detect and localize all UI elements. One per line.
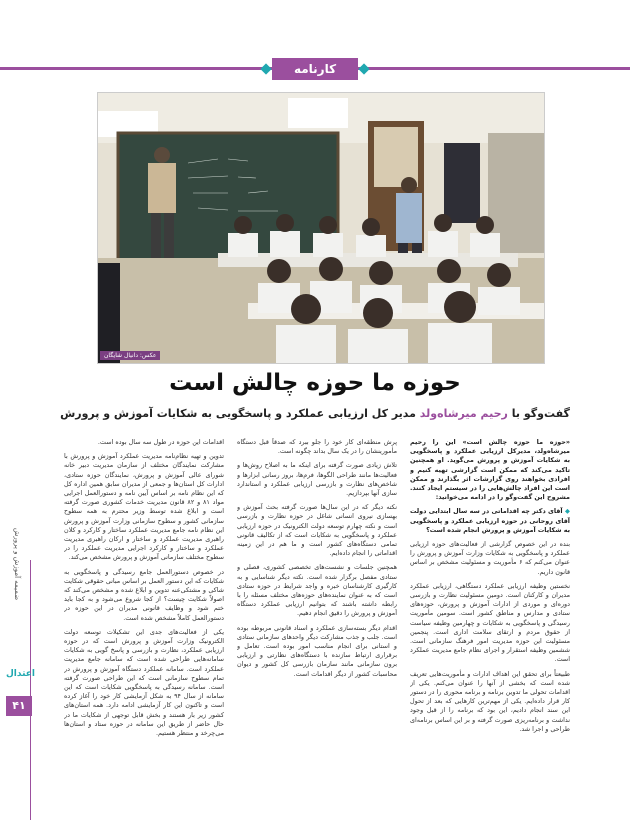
subhead-prefix: گفت‌وگو با <box>507 407 570 420</box>
column-right <box>410 438 570 808</box>
paragraph: نخستین وظیفه ارزیابی عملکرد دستگاهی، ارزیابی عملکرد مدیران و کارکنان است. دومین مسئولیت نظارت و بازرسی دوره‌ای و موردی از ادارات آموزش و پرورش، حوزه‌های ستادی و مدارس و مناطق کشور است. سومین مأموریت رسیدگی و پاسخگویی به شکایات و چهارمین وظیفه سیاست از حقوق مردم و ارتقای سلامت اداری است. پنجمین مسئولیت این حوزه مدیریت امور فرهنگ سازمانی است. ششمین وظیفه استقرار و اجرای نظام جامع مدیریت عملکرد است. <box>410 581 570 664</box>
photo-credit: عکس: دانیال شایگان <box>100 351 160 360</box>
paragraph: طبیعتاً برای تحقق این اهداف ادارات و مأموریت‌هایی تعریف شده است که بخشی از آنها را عنوان می‌کنم. یکی از اقدامات تحولی ما تدوین برنامه و برنامه محوری را در دستور کار قرار داده‌ایم. یکی از مهم‌ترین کارهایی که بعد از تحول این سند انجام دادیم، این بود که برنامه را از قبل وجود نداشت و برنامه‌ریزی صورت گرفته و بر این اساس برنامه‌ای طراحی و اجرا شد. <box>410 669 570 733</box>
paragraph: تلاش زیادی صورت گرفته برای اینکه ما به اصلاح روش‌ها و فعالیت‌ها مانند طراحی الگوها، فرم‌ها، بروز رسانی ابزارها و شاخص‌های نظارت و بازرسی ارزیابی عملکرد و استاندارد سازی آنها بپردازیم. <box>237 461 397 498</box>
article-headline: حوزه ما حوزه چالش است <box>169 370 461 396</box>
subhead-suffix: مدیر کل ارزیابی عملکرد و پاسخگویی به شکایات آموزش و پرورش <box>60 407 420 420</box>
paragraph: پرش منطقه‌ای کار خود را جلو ببرد که صدقاً قبل دستگاه مأمورینشان را در یک سال بداند چگونه است. <box>237 438 397 456</box>
paragraph: اقدامات این حوزه در طول سه سال بوده است. <box>97 438 224 446</box>
paragraph: تدوین و تهیه نظام‌نامه مدیریت عملکرد آموزش و پرورش با مشارکت نمایندگان مختلف از سازمان مدیریت دبیر خانه شورای عالی آموزش و پرورش، نمایندگان حوزه ستادی، ادارات کل استان‌ها و جمعی از مدیران سابق همین اداره کل که این نظام نامه بر اساس آیین نامه و دستورالعمل اجرایی مواد ۸۱ و ۸۲ قانون مدیریت خدمات کشوری صورت گرفته است و ابلاغ شده توسط وزیر محترم به همه سطوح سازمانی کشور و سطوح سازمانی وزارت آموزش و پرورش این نظام نامه جامع مدیریت عملکرد ساختار و کارکرد و کلان راهبری مدیریت عملکرد و ساختار و ارکان راهبری مدیریت عملکرد و ساختار و کارکرد اجرایی مدیریت عملکرد را در سطوح مختلف سازمانی آموزش و پرورش مشخص می‌کند. <box>64 452 224 562</box>
lead-paragraph: «حوزه ما حوزه چالش است» این را رحیم میرشاه‌ولد، مدیرکل ارزیابی عملکرد و پاسخگویی به شکایات آموزش و پرورش می‌گوید. او همچنین تاکید می‌کند که ممکن است گزارشی تهیه کنیم و افرادی بخواهند روی گزارشات اثر بگذارند و ممکن است این افراد چالش‌هایی را در سیستم ایجاد کنند. مشروح این گفت‌وگو را در ادامه می‌خوانید: <box>410 438 570 502</box>
supplement-label: ضمیمه آموزش و پرورش <box>13 527 21 601</box>
classroom-photo <box>97 92 545 364</box>
paragraph: در خصوص دستورالعمل جامع رسیدگی و پاسخگویی به شکایات که این دستور العمل بر اساس مبانی حقوقی شکایت شاکی و مشتکی‌عنه تدوین و ابلاغ شده و مشخص می‌کند که اصولاً شکایت چیست؟ از کجا شروع می‌شود و به کجا باید ختم شود و وظایف قانونی مدیران در این حوزه در دستورالعمل کاملاً مشخص شده است. <box>64 567 224 622</box>
paragraph: اقدام دیگر بسته‌سازی عملکرد و اسناد قانونی مربوطه بوده است. جلب و جذب مشارکت دیگر واحدهای سازمانی ستادی و استانی برای انجام مناسب امور بوده است. تعامل و برقراری ارتباط سازنده با دستگاه‌های نظارتی و ارزیابی برون سازمانی مانند سازمان بازرسی کل کشور و دیوان محاسبات کشور از دیگر اقدامات است. <box>237 623 397 678</box>
question: ◆ آقای دکتر چه اقداماتی در سه سال ابتدایی دولت آقای روحانی در حوزه ارزیابی عملکرد و پاسخگویی به شکایات آموزش و پرورش انجام شده است؟ <box>410 507 570 535</box>
classroom-illustration <box>98 93 544 363</box>
section-label: کارنامه <box>272 58 358 80</box>
sidebar-rule <box>30 560 31 820</box>
magazine-logo: اعتدال <box>6 669 35 679</box>
paragraph: یکی از فعالیت‌های جدی این تشکیلات توسعه دولت الکترونیک وزارت آموزش و پرورش است که در حوزه ارزیابی عملکرد، نظارت و بازرسی و پاسخ گویی به شکایات سامانه‌هایی طراحی شده است که سامانه جامع مدیریت عملکرد است. سامانه عملکرد دستگاه آموزش و پرورش در تمام سطوح سازمانی است که این طراحی صورت گرفته است. سامانه رسیدگی به پاسخگویی شکایات است که این سامانه از سال ۹۴ به شکل آزمایشی کار خود را آغاز کرده است و تاکنون این کار آزمایشی ادامه دارد. همه استان‌های کشور زیر بار هستند و بخش قابل توجهی از شکایات ما در حال حاضر از طریق این سامانه در حوزه ستاد و استان‌ها می‌چرخد و منتظر هستیم. <box>64 627 224 738</box>
paragraph: نکته دیگر که در این سال‌ها صورت گرفته بحث آموزش و بهسازی نیروی انسانی شاغل در حوزه نظارت و بازرسی است و نکته چهارم توسعه دولت الکترونیک در حوزه ارزیابی عملکرد و پاسخگویی به شکایات است که از تکالیف قانونی تمامی دستگاه‌های کشور است و ما هم در این زمینه اقداماتی را انجام داده‌ایم. <box>237 503 397 558</box>
column-left <box>64 438 224 808</box>
page-number: ۴۱ <box>6 696 32 716</box>
column-middle <box>237 438 397 808</box>
sidebar <box>0 440 40 820</box>
interviewee-name: رحیم میرشاه‌ولد <box>419 407 508 420</box>
article-subheadline <box>50 407 580 420</box>
paragraph: همچنین جلسات و نشست‌های تخصصی کشوری، فصلی و ستادی مفصل برگزار شده است. نکته دیگر شناسایی و به کارگیری کارشناسان خبره و واجد شرایط در حوزه ستادی است که به عنوان نماینده‌های حوزه‌های مختلف مسئله را با رابطه داشته باشند که بتوانیم ارزیابی عملکرد دستگاه آموزش و پرورش را دقیق انجام دهیم. <box>237 563 397 618</box>
paragraph: بنده در این خصوص گزارشی از فعالیت‌های حوزه ارزیابی عملکرد و پاسخگویی به شکایات وزارت آموزش و پرورش را عنوان می‌کنم که ۶ مأموریت و مسئولیت مشخص بر اساس قانون داریم. <box>410 540 570 576</box>
